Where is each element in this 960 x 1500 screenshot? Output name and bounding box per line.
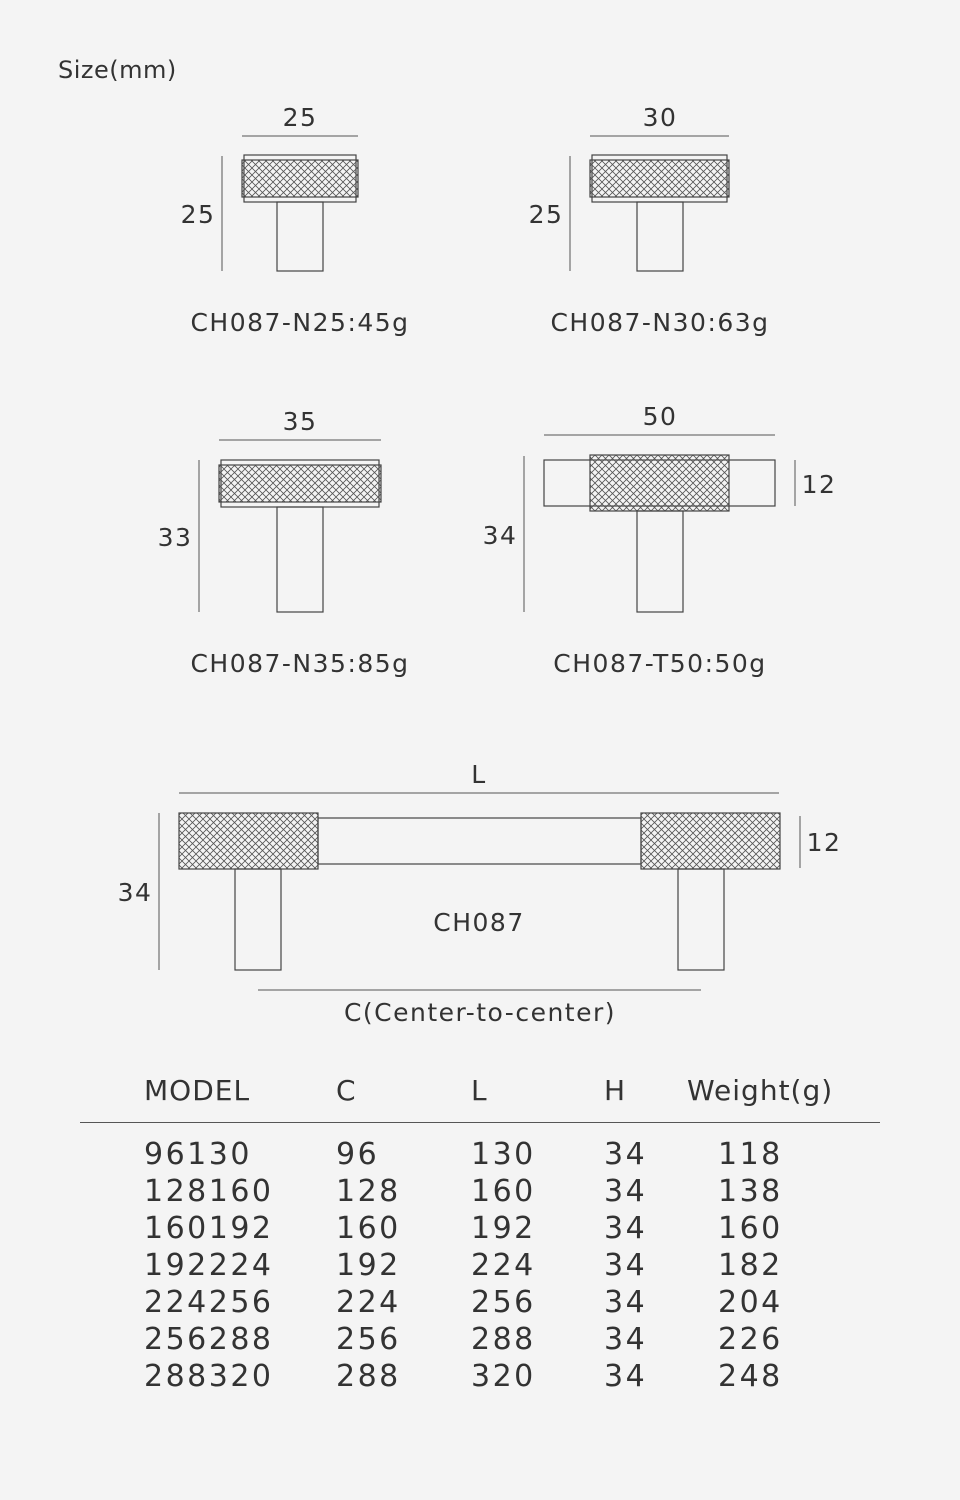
table-body xyxy=(80,1123,880,1396)
cell-model: 224256 xyxy=(144,1285,274,1320)
table-row xyxy=(80,1174,880,1211)
cell-h: 34 xyxy=(604,1322,648,1357)
cell-weight: 226 xyxy=(718,1322,783,1357)
table-row xyxy=(80,1359,880,1396)
knob-n35-caption: CH087-N35:85g xyxy=(190,649,410,678)
knob-n25-width: 25 xyxy=(282,103,318,132)
cell-weight: 204 xyxy=(718,1285,783,1320)
header-h: H xyxy=(604,1074,627,1107)
knob-t50-caption: CH087-T50:50g xyxy=(553,649,767,678)
cell-l: 192 xyxy=(471,1211,536,1246)
handle-drawing xyxy=(118,760,842,1027)
spec-table xyxy=(80,1070,880,1396)
cell-weight: 182 xyxy=(718,1248,783,1283)
cell-model: 288320 xyxy=(144,1359,274,1394)
header-c: C xyxy=(336,1074,357,1107)
handle-center-label: C(Center-to-center) xyxy=(343,998,617,1027)
cell-model: 96130 xyxy=(144,1137,252,1172)
knob-n35-drawing xyxy=(158,407,410,678)
cell-l: 224 xyxy=(471,1248,536,1283)
cell-h: 34 xyxy=(604,1359,648,1394)
handle-model-label: CH087 xyxy=(433,908,525,937)
cell-weight: 118 xyxy=(718,1137,783,1172)
cell-c: 160 xyxy=(336,1211,401,1246)
cell-h: 34 xyxy=(604,1285,648,1320)
cell-h: 34 xyxy=(604,1211,648,1246)
knob-t50-drawing xyxy=(483,402,837,678)
cell-model: 256288 xyxy=(144,1322,274,1357)
knob-n35-height: 33 xyxy=(157,523,193,552)
handle-bar-height-label: 12 xyxy=(806,828,842,857)
cell-model: 128160 xyxy=(144,1174,274,1209)
table-row xyxy=(80,1322,880,1359)
cell-weight: 138 xyxy=(718,1174,783,1209)
cell-c: 224 xyxy=(336,1285,401,1320)
knob-t50-bar-height: 12 xyxy=(801,470,837,499)
knob-n25-drawing xyxy=(181,103,410,337)
knob-n30-drawing xyxy=(529,103,770,337)
knob-n35-width: 35 xyxy=(282,407,318,436)
cell-l: 256 xyxy=(471,1285,536,1320)
knob-t50-height: 34 xyxy=(482,521,518,550)
knob-n30-height: 25 xyxy=(528,200,564,229)
header-weight: Weight(g) xyxy=(687,1074,834,1107)
knob-n25-height: 25 xyxy=(180,200,216,229)
cell-c: 96 xyxy=(336,1137,380,1172)
table-row xyxy=(80,1211,880,1248)
cell-weight: 160 xyxy=(718,1211,783,1246)
handle-length-label: L xyxy=(471,760,487,789)
cell-model: 160192 xyxy=(144,1211,274,1246)
header-l: L xyxy=(471,1074,488,1107)
cell-l: 288 xyxy=(471,1322,536,1357)
header-model: MODEL xyxy=(144,1074,251,1107)
cell-c: 288 xyxy=(336,1359,401,1394)
cell-l: 130 xyxy=(471,1137,536,1172)
table-row xyxy=(80,1285,880,1322)
knob-n25-caption: CH087-N25:45g xyxy=(190,308,410,337)
cell-h: 34 xyxy=(604,1248,648,1283)
knob-n30-caption: CH087-N30:63g xyxy=(550,308,770,337)
knob-t50-width: 50 xyxy=(642,402,678,431)
handle-height-label: 34 xyxy=(117,878,153,907)
table-row xyxy=(80,1248,880,1285)
table-row xyxy=(80,1137,880,1174)
cell-c: 256 xyxy=(336,1322,401,1357)
size-title: Size(mm) xyxy=(58,56,177,84)
cell-c: 192 xyxy=(336,1248,401,1283)
cell-weight: 248 xyxy=(718,1359,783,1394)
table-header xyxy=(80,1070,880,1123)
cell-h: 34 xyxy=(604,1174,648,1209)
knob-n30-width: 30 xyxy=(642,103,678,132)
cell-c: 128 xyxy=(336,1174,401,1209)
cell-h: 34 xyxy=(604,1137,648,1172)
cell-l: 320 xyxy=(471,1359,536,1394)
cell-model: 192224 xyxy=(144,1248,274,1283)
cell-l: 160 xyxy=(471,1174,536,1209)
